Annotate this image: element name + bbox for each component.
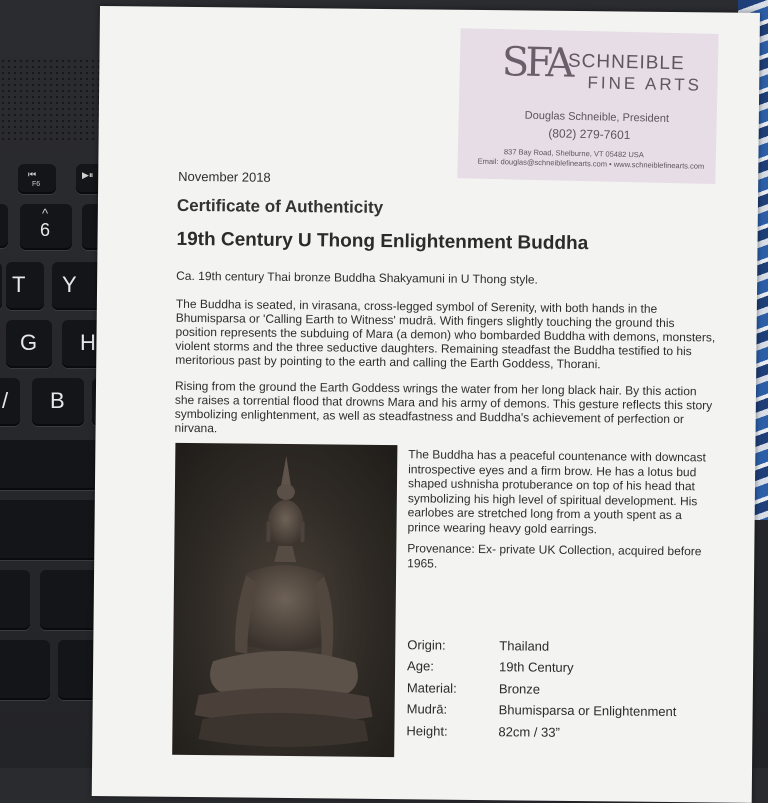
key-arrow-left[interactable] — [0, 640, 50, 700]
business-card — [457, 28, 718, 184]
key-h-label: H — [80, 330, 96, 355]
spec-height-label: Height: — [406, 723, 448, 739]
brand-name: SCHNEIBLE — [567, 50, 685, 75]
paragraph-mudra: The Buddha is seated, in virasana, cross-legged symbol of Serenity, with both hands in the Bhumisparsa or 'Calling Earth to Witness' mudrā. With fingers slightly touching the ground this position represents the subduing of Mara (a demon) who bombarded Buddha with demons, monsters, violent storms and the three seductive daughters. Remaining steadfast the Buddha testified to his meritorious past by pointing to the earth and calling the Earth Goddess, Thorani. — [175, 296, 716, 372]
spec-mudra-label: Mudrā: — [406, 701, 448, 717]
spec-age — [407, 658, 727, 675]
key-6[interactable] — [20, 204, 72, 250]
paragraph-earth-goddess: Rising from the ground the Earth Goddess wrings the water from her long black hair. By this action she raises a torrential flood that drowns Mara and his army of demons. This gesture reflects this story symbolizing enlightenment, as well as steadfastness and Buddha's achievement of perfection or nirvana. — [174, 378, 713, 436]
key-f6-icon: ⏮ — [28, 169, 37, 179]
spec-height — [406, 723, 727, 740]
key-g[interactable] — [6, 320, 52, 368]
certificate-page — [92, 6, 760, 803]
certificate-title: 19th Century U Thong Enlightenment Buddha — [176, 228, 589, 255]
key-6-label: 6 — [40, 220, 51, 240]
key-y-label: Y — [62, 272, 77, 297]
key-y[interactable] — [52, 262, 102, 310]
spec-origin-label: Origin: — [407, 637, 446, 653]
buddha-photo — [172, 443, 397, 757]
key-6-shift: ^ — [42, 206, 49, 221]
key-space-partial[interactable] — [0, 440, 102, 490]
key-r-partial[interactable] — [0, 262, 2, 310]
contact-email-web: Email: douglas@schneiblefinearts.com • www.schneiblefinearts.com — [477, 156, 705, 171]
key-t[interactable] — [6, 262, 44, 310]
key-g-label: G — [20, 330, 38, 355]
spec-mudra-value: Bhumisparsa or Enlightenment — [498, 702, 677, 720]
description-text: The Buddha has a peaceful countenance with downcast introspective eyes and a firm brow. He has a lotus bud shaped ushnisha protuberance on top of his head that symbolizing his high level of spiritual development. His earlobes are stretched long from a youth spent as a prince wearing heavy gold earrings. — [407, 447, 706, 536]
play-pause-icon: ▶⏸ — [82, 170, 94, 180]
speaker-grille — [0, 58, 100, 140]
spec-origin-value: Thailand — [499, 638, 550, 654]
spec-height-value: 82cm / 33” — [498, 724, 560, 740]
spec-age-label: Age: — [407, 658, 434, 674]
contact-address: 837 Bay Road, Shelburne, VT 05482 USA — [503, 147, 644, 160]
key-b-label: B — [50, 388, 65, 413]
brand-subtitle: FINE ARTS — [587, 73, 703, 95]
key-bottom-partial[interactable] — [0, 500, 102, 560]
certificate-date: November 2018 — [178, 168, 271, 185]
buddha-statue-image — [172, 443, 397, 757]
certificate-heading: Certificate of Authenticity — [176, 195, 384, 217]
contact-phone: (802) 279-7601 — [548, 126, 631, 143]
spec-age-value: 19th Century — [499, 659, 574, 675]
spec-mudra — [406, 701, 727, 720]
key-5-partial[interactable] — [0, 204, 8, 248]
spec-material — [406, 680, 727, 697]
key-f6-label: F6 — [32, 181, 41, 188]
key-v-partial[interactable] — [0, 378, 20, 426]
contact-name: Douglas Schneible, President — [524, 109, 670, 125]
key-t-label: T — [12, 272, 26, 297]
key-f6[interactable] — [18, 164, 56, 194]
provenance-text: Provenance: Ex- private UK Collection, acquired before 1965. — [407, 541, 702, 571]
key-v-fragment: / — [2, 388, 9, 413]
sfa-logo: SFA — [501, 39, 572, 87]
spec-origin — [407, 637, 727, 654]
spec-material-label: Material: — [406, 680, 457, 696]
key-b[interactable] — [32, 378, 84, 426]
intro-text: Ca. 19th century Thai bronze Buddha Shakyamuni in U Thong style. — [176, 268, 539, 287]
spec-material-value: Bronze — [498, 681, 541, 697]
key-bottom-left[interactable] — [0, 570, 30, 630]
